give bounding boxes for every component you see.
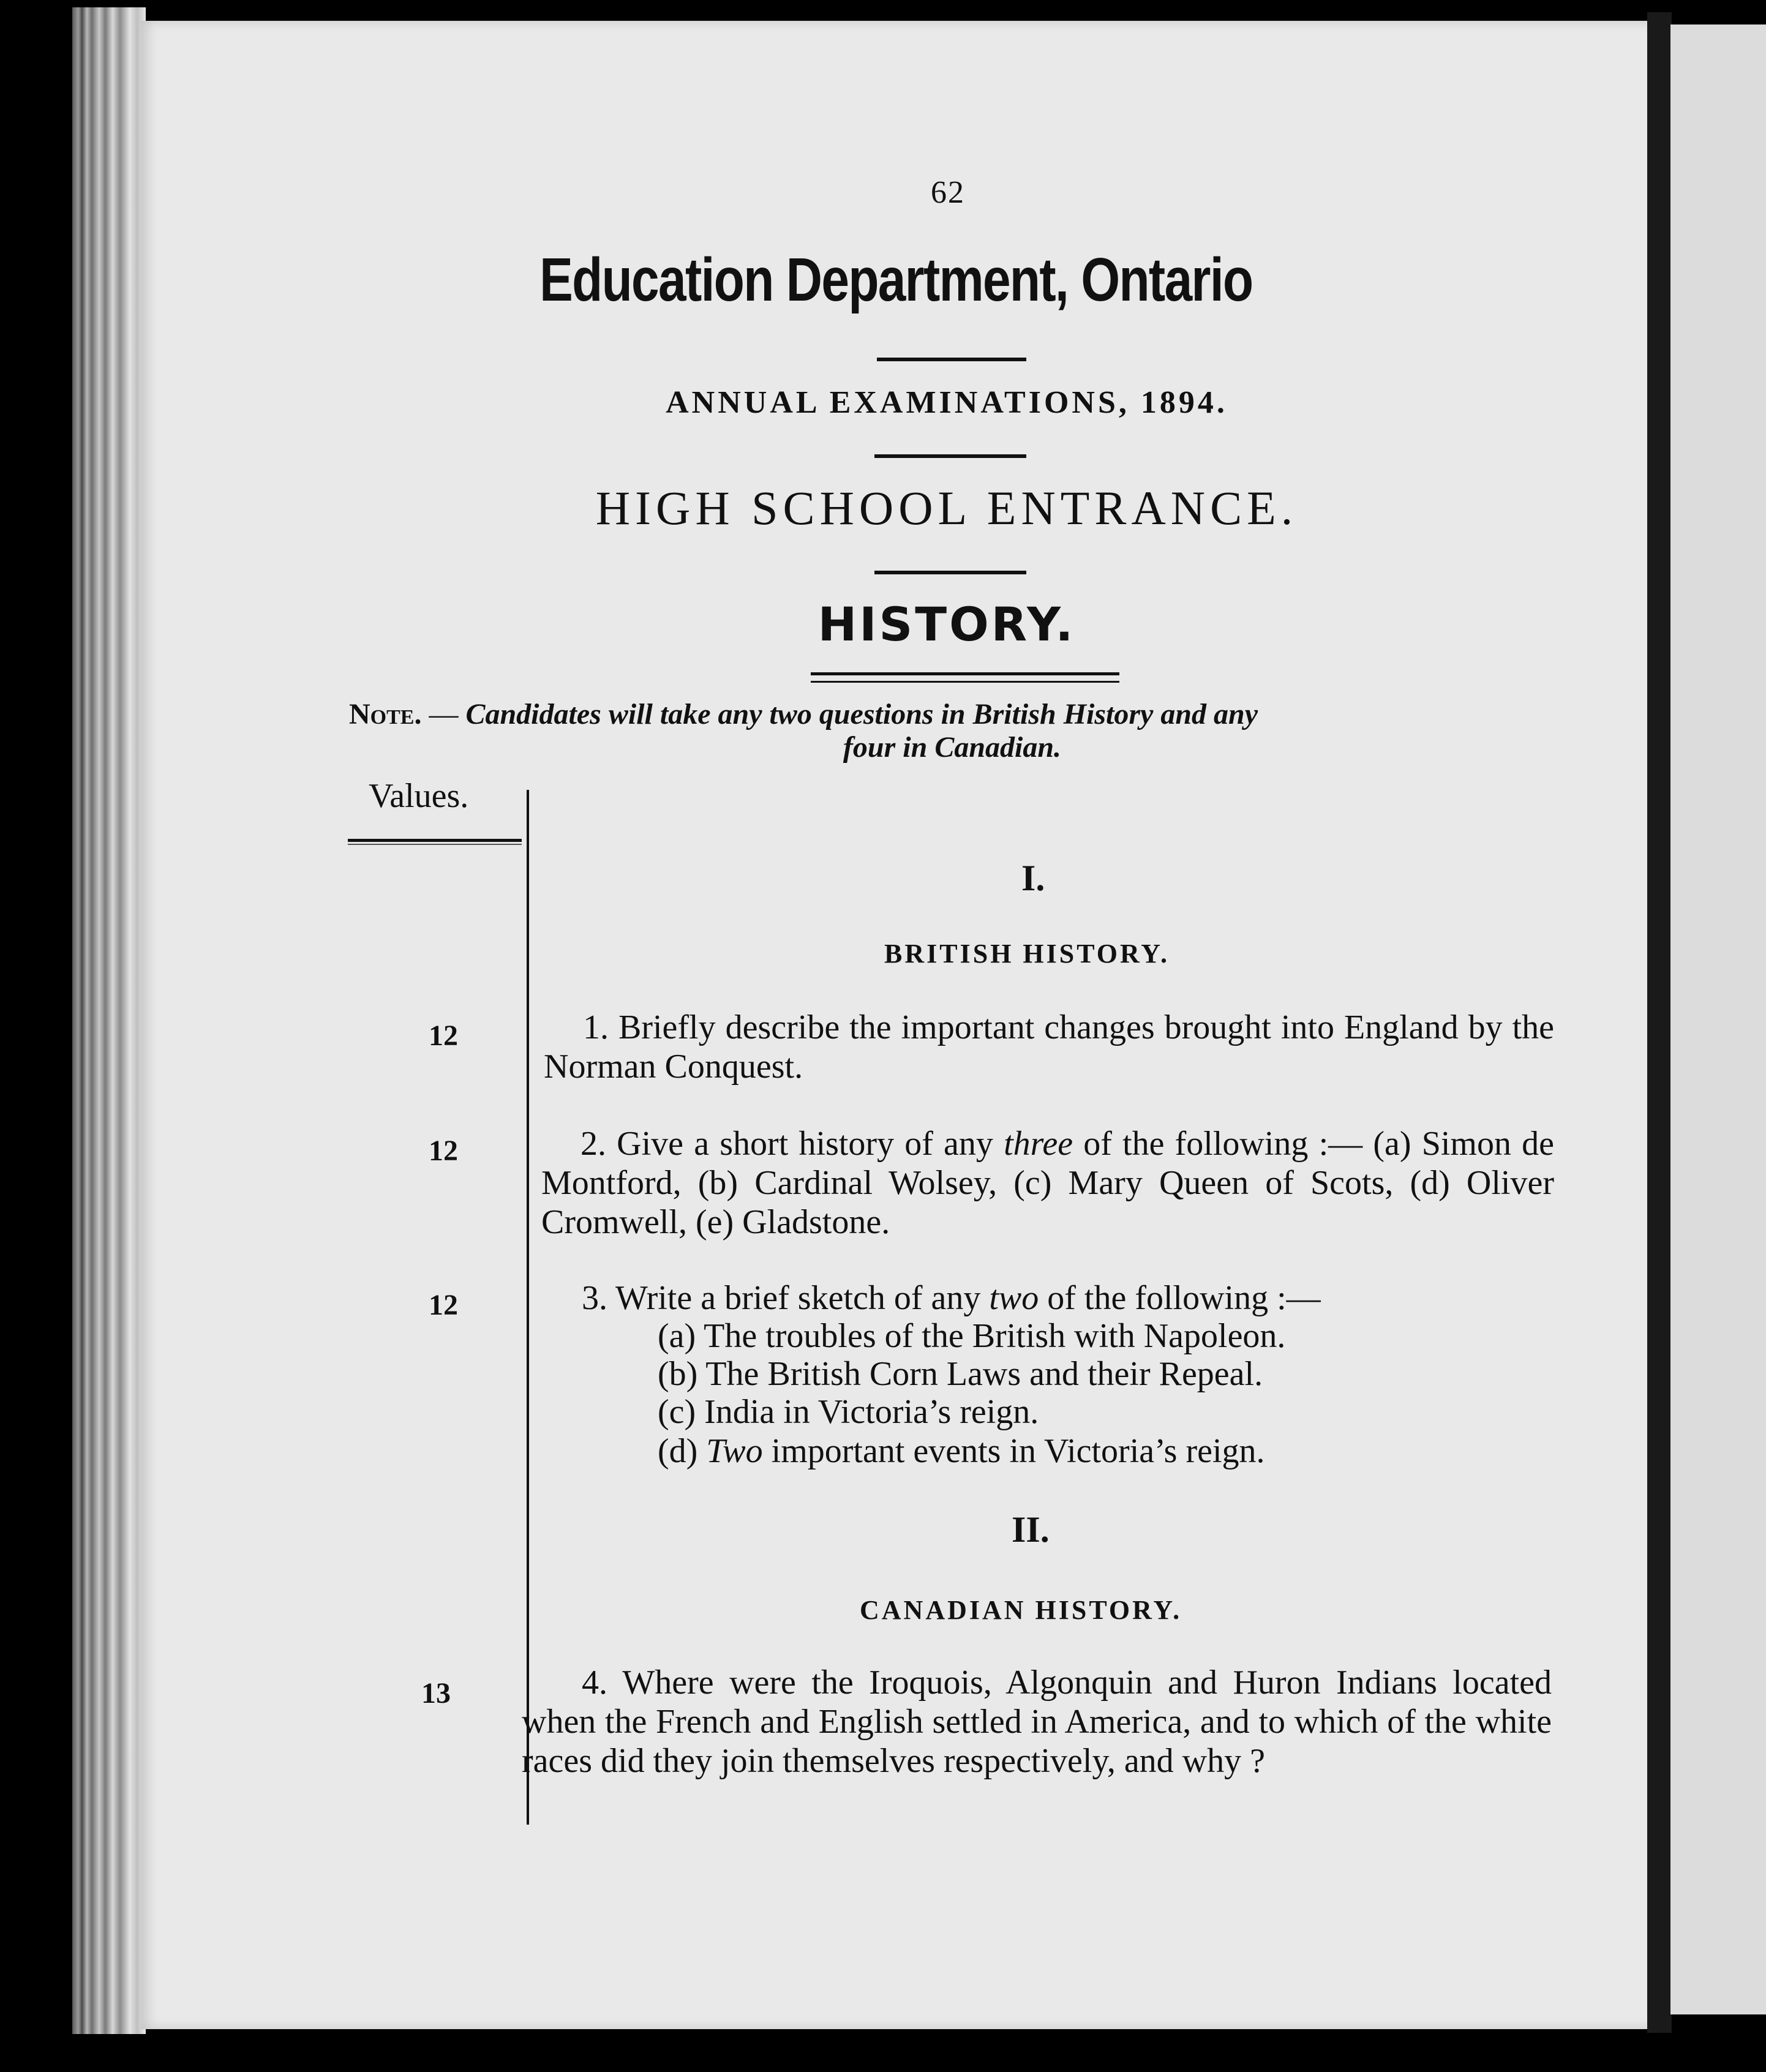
- note-text-line2: four in Canadian.: [843, 731, 1062, 764]
- page-number: 62: [931, 175, 965, 210]
- subtitle-rule: [874, 454, 1026, 458]
- section-heading-canadian: CANADIAN HISTORY.: [860, 1595, 1182, 1625]
- exam-level: HIGH SCHOOL ENTRANCE.: [595, 481, 1298, 535]
- option-text: The British Corn Laws and their Repeal.: [705, 1355, 1263, 1393]
- question-1: 1. Briefly describe the important changes brought into England by the Norman Conquest.: [544, 1008, 1554, 1086]
- question-3-option-c: [658, 1392, 1039, 1432]
- book-page-edges: [72, 7, 146, 2034]
- question-3-tail: of the following :—: [1039, 1279, 1321, 1317]
- exam-subtitle: ANNUAL EXAMINATIONS, 1894.: [666, 385, 1228, 420]
- book-gutter: [1647, 12, 1672, 2033]
- question-4: 4. Where were the Iroquois, Algonquin and Huron Indians located when the French and English settled in America, and to which of the white races did they join themselves respectively, and why ?: [522, 1664, 1552, 1780]
- document-title: Education Department, Ontario: [539, 246, 1253, 314]
- option-letter: (b): [658, 1355, 698, 1393]
- subject-rule-bottom: [811, 681, 1119, 683]
- question-2-tail: of the following :— (a) Simon de Montford, (b) Cardinal Wolsey, (c) Mary Queen of Scots, (d) Oliver Cromwell, (e) Gladstone.: [541, 1125, 1554, 1241]
- question-2: [541, 1124, 1554, 1242]
- option-letter: (c): [658, 1393, 696, 1431]
- candidate-note: [349, 698, 1555, 764]
- question-value-3: 12: [429, 1289, 458, 1321]
- note-dash: —: [421, 698, 466, 730]
- values-rule: [348, 839, 522, 842]
- subject-heading: HISTORY.: [817, 597, 1076, 651]
- question-value-2: 12: [429, 1135, 458, 1167]
- option-emph: Two: [706, 1432, 763, 1470]
- question-3-lead: 3. Write a brief sketch of any: [582, 1279, 990, 1317]
- title-rule: [877, 358, 1026, 361]
- question-2-emph: three: [1004, 1125, 1073, 1163]
- question-3-emph: two: [989, 1279, 1039, 1317]
- level-rule: [874, 571, 1026, 574]
- section-numeral-2: II.: [1012, 1509, 1050, 1550]
- note-label: Note.: [349, 698, 422, 730]
- question-3-option-d: [658, 1432, 1265, 1471]
- option-letter: (a): [658, 1317, 696, 1355]
- values-rule-thin: [348, 844, 522, 845]
- section-heading-british: BRITISH HISTORY.: [884, 939, 1170, 969]
- question-value-1: 12: [429, 1019, 458, 1052]
- question-3-option-a: [658, 1316, 1285, 1356]
- option-letter: (d): [658, 1432, 698, 1470]
- option-text: The troubles of the British with Napoleon.: [704, 1317, 1286, 1355]
- question-3-option-b: [658, 1354, 1263, 1394]
- option-text: India in Victoria’s reign.: [704, 1393, 1039, 1431]
- question-3: [582, 1278, 1321, 1318]
- values-column-header: Values.: [369, 777, 469, 815]
- section-numeral-1: I.: [1021, 858, 1045, 898]
- subject-rule-top: [811, 672, 1119, 675]
- note-text-line1: Candidates will take any two questions in British History and any: [465, 698, 1258, 730]
- option-text: important events in Victoria’s reign.: [762, 1432, 1265, 1470]
- question-value-4: 13: [421, 1677, 451, 1710]
- facing-page-edge: [1670, 24, 1766, 2014]
- question-2-lead: 2. Give a short history of any: [581, 1125, 1004, 1163]
